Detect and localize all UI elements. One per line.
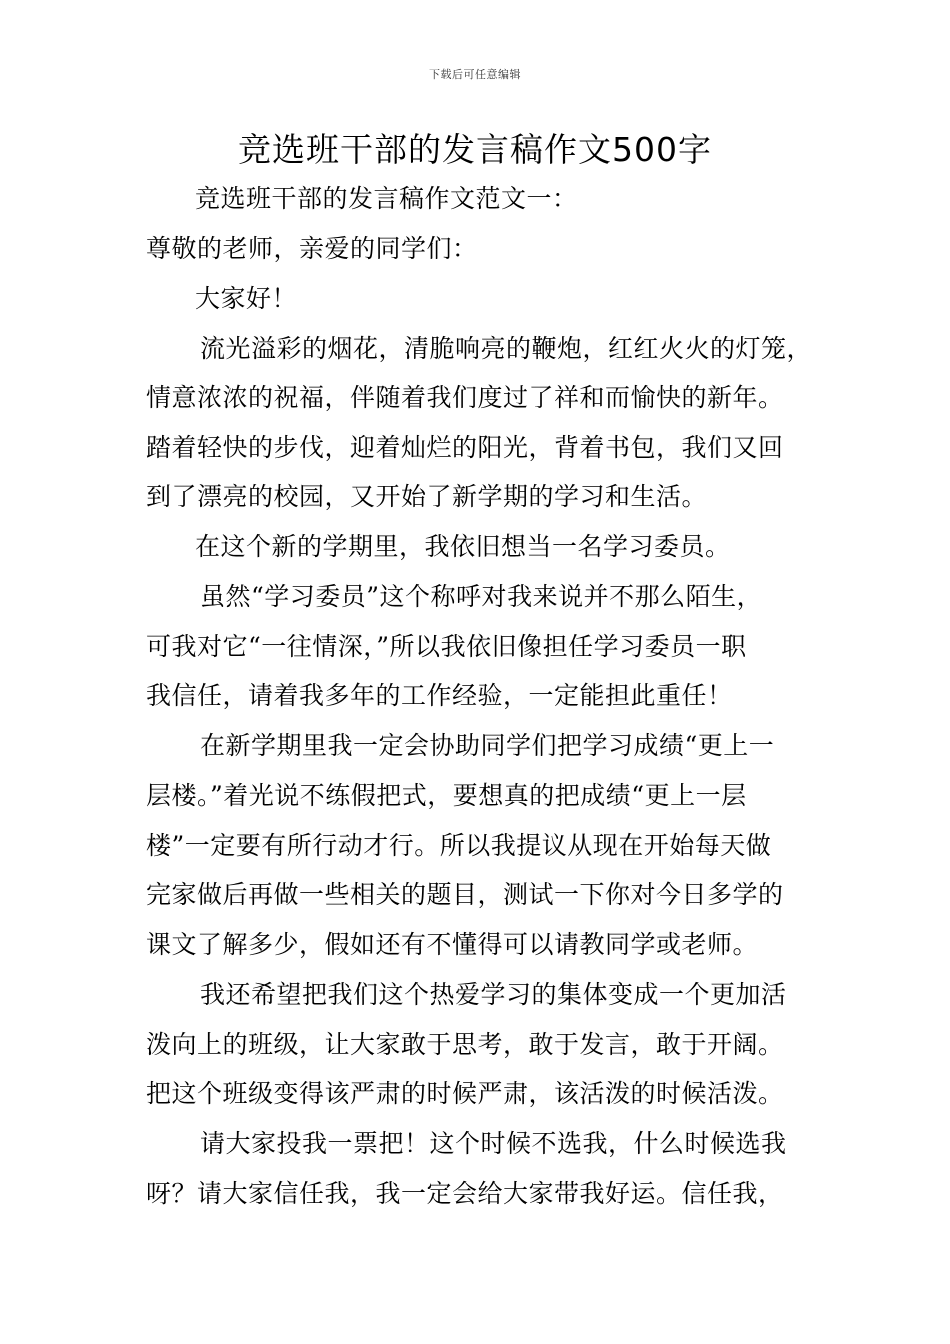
body-line: 完家做后再做一些相关的题目，测试一下你对今日多学的 [146,880,784,909]
body-line: 请大家投我一票把！这个时候不选我，什么时候选我 [200,1129,787,1158]
body-line: 虽然“学习委员”这个称呼对我来说并不那么陌生， [200,582,763,611]
body-line: 在新学期里我一定会协助同学们把学习成绩“更上一 [200,731,775,760]
body-line: 我还希望把我们这个热爱学习的集体变成一个更加活 [200,980,787,1009]
document-title: 竞选班干部的发言稿作文500字 [238,130,712,169]
body-line: 流光溢彩的烟花，清脆响亮的鞭炮，红红火火的灯笼， [200,334,813,363]
body-line: 尊敬的老师，亲爱的同学们： [146,234,478,263]
body-line: 楼”一定要有所行动才行。所以我提议从现在开始每天做 [146,831,772,860]
body-line: 情意浓浓的祝福，伴随着我们度过了祥和而愉快的新年。 [146,383,784,412]
body-line: 我信任，请着我多年的工作经验，一定能担此重任！ [146,681,733,710]
header-note: 下载后可任意编辑 [429,68,521,81]
body-line: 把这个班级变得该严肃的时候严肃，该活泼的时候活泼。 [146,1079,784,1108]
body-line: 呀？请大家信任我，我一定会给大家带我好运。信任我， [146,1179,784,1208]
body-line: 到了漂亮的校园，又开始了新学期的学习和生活。 [146,482,708,511]
body-line: 可我对它“一往情深，”所以我依旧像担任学习委员一职 [146,632,747,661]
body-line: 大家好！ [195,284,298,313]
body-line: 踏着轻快的步伐，迎着灿烂的阳光，背着书包，我们又回 [146,433,784,462]
body-line: 泼向上的班级，让大家敢于思考，敢于发言，敢于开阔。 [146,1030,784,1059]
body-line: 在这个新的学期里，我依旧想当一名学习委员。 [195,532,731,561]
body-line: 竞选班干部的发言稿作文范文一： [195,184,578,213]
body-line: 层楼。”着光说不练假把式，要想真的把成绩“更上一层 [146,781,747,810]
body-line: 课文了解多少，假如还有不懂得可以请教同学或老师。 [146,930,759,959]
